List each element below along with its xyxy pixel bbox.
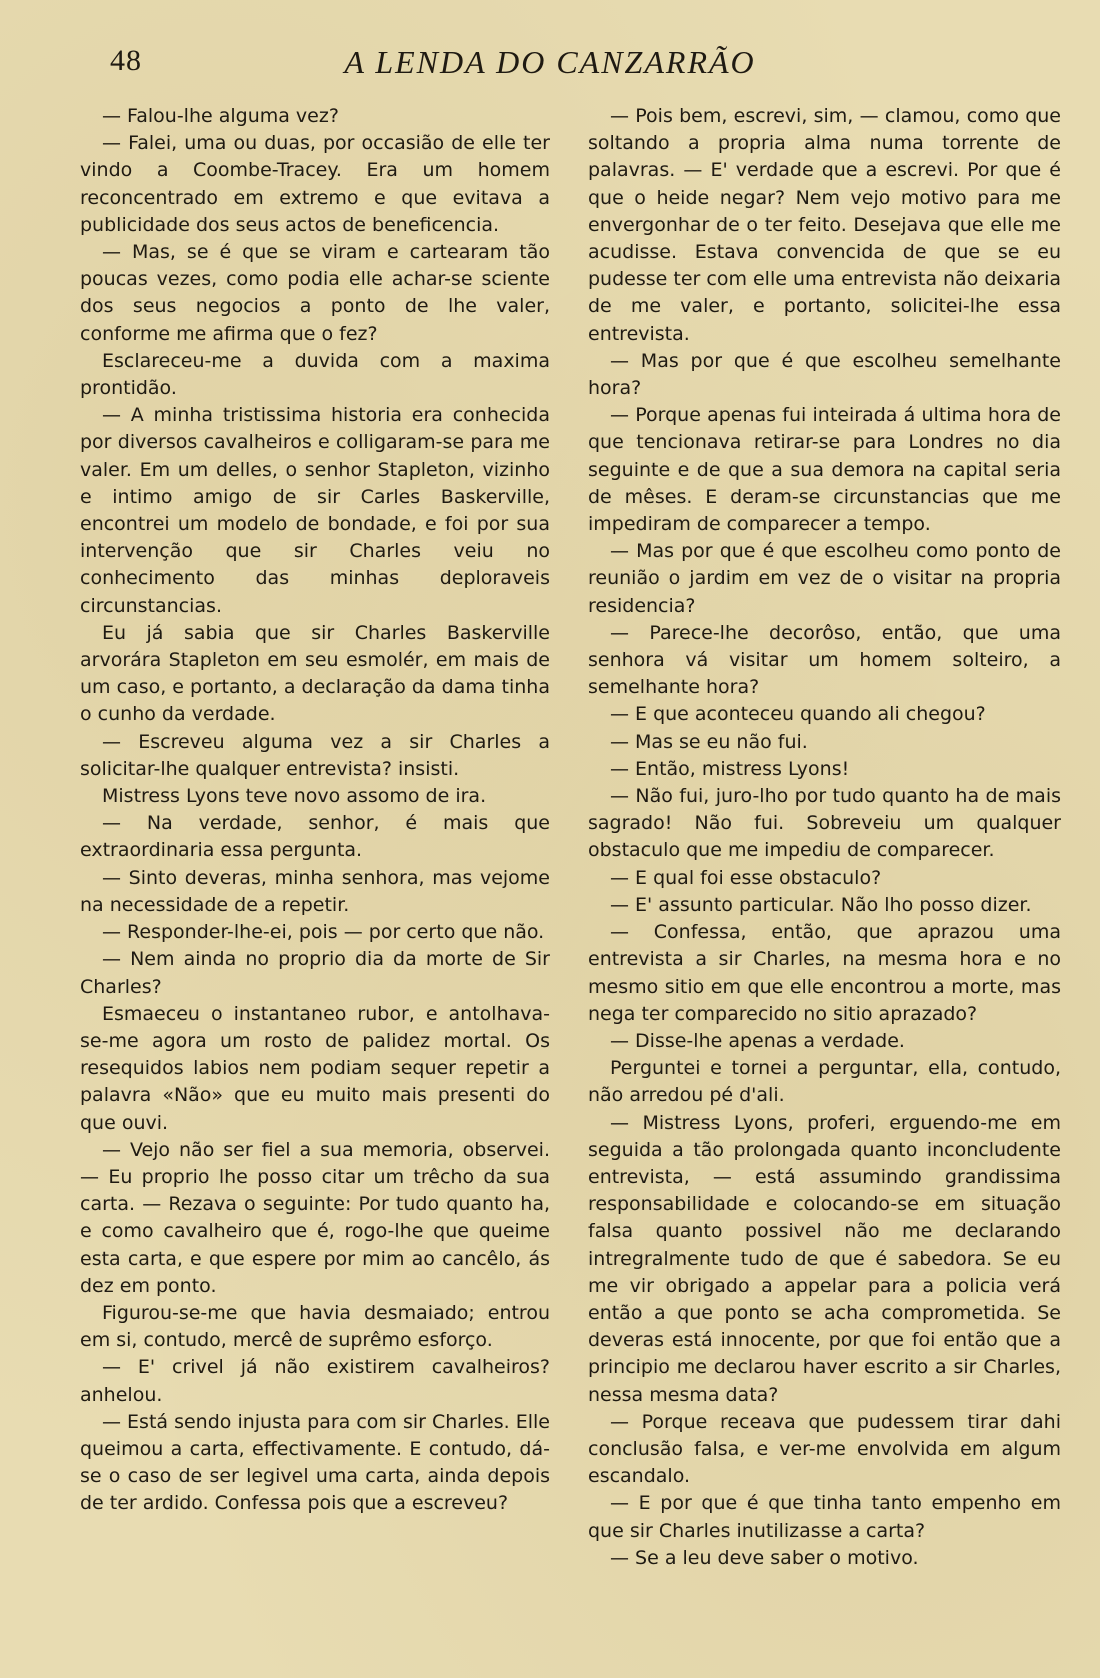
paragraph: — Escreveu alguma vez a sir Charles a solicitar-lhe qualquer entrevista? insisti. xyxy=(80,730,550,780)
paragraph: — Mas por que é que escolheu semelhante hora? xyxy=(588,349,1061,400)
paragraph: — Não fui, juro-lho por tudo quanto ha de mais sagrado! Não fui. Sobreveiu um qualquer obstaculo que me impediu de comparecer. xyxy=(588,785,1061,862)
paragraph: — E por que é que tinha tanto empenho em que sir Charles inutilizasse a carta? xyxy=(588,1492,1061,1542)
paragraph: Mistress Lyons teve novo assomo de ira. xyxy=(102,785,487,808)
page-number: 48 xyxy=(110,44,142,77)
paragraph: — Mistress Lyons, proferi, erguendo-me em seguida a tão prolongada quanto inconcludente entrevista, — está assumindo grandissima responsabilidade e colocando-se em situação falsa quanto possivel não me declarando intregralmente tudo de que é sabedora. Se eu me vir obrigado a appelar para a policia verá então a que ponto se acha comprometida. Se deveras está innocente, por que foi então que a principio me declarou haver escrito a sir Charles, nessa mesma data? xyxy=(588,1111,1061,1406)
paragraph: — Parece-lhe decorôso, então, que uma senhora vá visitar um homem solteiro, a semelhante hora? xyxy=(588,621,1061,699)
paragraph: — Falou-lhe alguma vez? xyxy=(102,105,339,127)
paragraph: — Disse-lhe apenas a verdade. xyxy=(610,1029,905,1052)
paragraph: — E' crivel já não existirem cavalheiros? anhelou. xyxy=(80,1356,550,1406)
paragraph: — Falei, uma ou duas, por occasião de elle ter vindo a Coombe-Tracey. Era um homem reconcentrado em extremo e que evitava a publicidade dos seus actos de beneficencia. xyxy=(80,132,550,236)
left-column xyxy=(80,103,550,1518)
paragraph: — Mas por que é que escolheu como ponto de reunião o jardim em vez de o visitar na propria residencia? xyxy=(588,540,1061,617)
paragraph: — E' assunto particular. Não lho posso dizer. xyxy=(610,893,1032,916)
paragraph: — Confessa, então, que aprazou uma entrevista a sir Charles, na mesma hora e no mesmo sitio em que elle encontrou a morte, mas nega ter comparecido no sitio aprazado? xyxy=(588,921,1061,1025)
paragraph: Perguntei e tornei a perguntar, ella, contudo, não arredou pé d'ali. xyxy=(588,1057,1061,1107)
paragraph: — Está sendo injusta para com sir Charles. Elle queimou a carta, effectivamente. E contudo, dá-se o caso de ser legivel uma carta, ainda depois de ter ardido. Confessa pois que a escreveu? xyxy=(80,1410,550,1515)
paragraph: — E que aconteceu quando ali chegou? xyxy=(610,703,986,726)
paragraph: — Porque receava que pudessem tirar dahi conclusão falsa, e ver-me envolvida em algum escandalo. xyxy=(588,1410,1061,1488)
paragraph: — A minha tristissima historia era conhecida por diversos cavalheiros e colligaram-se para me valer. Em um delles, o senhor Stapleton, vizinho e intimo amigo de sir Carles Baskerville, encontrei um modelo de bondade, e foi por sua intervenção que sir Charles veiu no conhecimento das minhas deploraveis circunstancias. xyxy=(80,404,550,617)
paragraph: — Porque apenas fui inteirada á ultima hora de que tencionava retirar-se para Londres no dia seguinte e de que a sua demora na capital seria de mêses. E deram-se circunstancias que me impediram de comparecer a tempo. xyxy=(588,404,1061,536)
paragraph: — Responder-lhe-ei, pois — por certo que não. xyxy=(102,921,545,944)
paragraph: — Então, mistress Lyons! xyxy=(610,757,850,780)
paragraph: Esclareceu-me a duvida com a maxima prontidão. xyxy=(80,349,550,400)
paragraph: Esmaeceu o instantaneo rubor, e antolhava-se-me agora um rosto de palidez mortal. Os resequidos labios nem podiam sequer repetir a palavra «Não» que eu muito mais presenti do que ouvi. xyxy=(80,1002,550,1134)
running-title: A LENDA DO CANZARRÃO xyxy=(344,44,756,80)
paragraph: — Sinto deveras, minha senhora, mas vejome na necessidade de a repetir. xyxy=(80,866,550,916)
paragraph: — Mas, se é que se viram e cartearam tão poucas vezes, como podia elle achar-se sciente dos seus negocios a ponto de lhe valer, conforme me afirma que o fez? xyxy=(80,241,550,345)
paragraph: — Vejo não ser fiel a sua memoria, observei. — Eu proprio lhe posso citar um trêcho da sua carta. — Rezava o seguinte: Por tudo quanto ha, e como cavalheiro que é, rogo-lhe que queime esta carta, e que espere por mim ao cancêlo, ás dez em ponto. xyxy=(80,1138,550,1297)
paragraph: — Nem ainda no proprio dia da morte de Sir Charles? xyxy=(80,948,550,998)
paragraph: — Na verdade, senhor, é mais que extraordinaria essa pergunta. xyxy=(80,812,550,862)
paragraph: — Pois bem, escrevi, sim, — clamou, como que soltando a propria alma numa torrente de palavras. — E' verdade que a escrevi. Por que é que o heide negar? Nem vejo motivo para me envergonhar de o ter feito. Desejava que elle me acudisse. Estava convencida de que se eu pudesse ter com elle uma entrevista não deixaria de me valer, e portanto, solicitei-lhe essa entrevista. xyxy=(588,105,1062,345)
paragraph: Eu já sabia que sir Charles Baskerville arvorára Stapleton em seu esmolér, em mais de um caso, e portanto, a declaração da dama tinha o cunho da verdade. xyxy=(80,621,550,726)
paragraph: Figurou-se-me que havia desmaiado; entrou em si, contudo, mercê de suprêmo esforço. xyxy=(80,1301,550,1352)
page-header xyxy=(82,38,1018,88)
paragraph: — Se a leu deve saber o motivo. xyxy=(610,1546,919,1569)
paragraph: — E qual foi esse obstaculo? xyxy=(610,866,882,889)
paragraph: — Mas se eu não fui. xyxy=(610,730,808,753)
right-column xyxy=(588,103,1061,1572)
